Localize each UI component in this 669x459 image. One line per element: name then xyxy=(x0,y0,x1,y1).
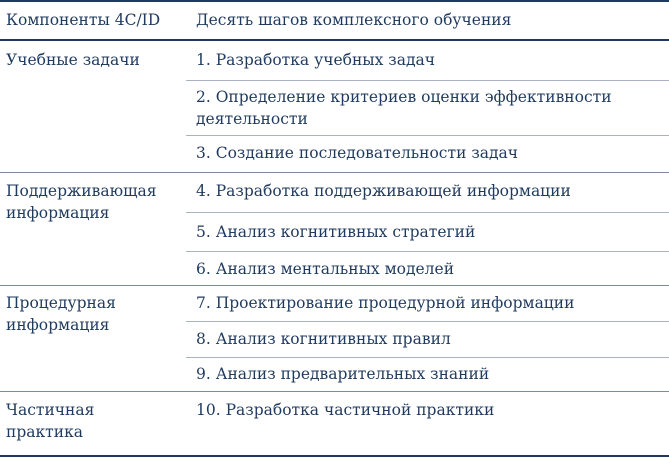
header-rule xyxy=(0,39,669,41)
step-2: 2. Определение критериев оценки эффективности деятельности xyxy=(196,88,612,128)
row-divider xyxy=(186,135,669,136)
component-supportive-info: Поддерживающая информация xyxy=(6,182,157,222)
group-divider xyxy=(0,172,669,173)
step-3: 3. Создание последовательности задач xyxy=(196,144,519,162)
step-10: 10. Разработка частичной практики xyxy=(196,401,495,419)
step-4: 4. Разработка поддерживающей информации xyxy=(196,182,571,200)
group-divider xyxy=(0,391,669,392)
row-divider xyxy=(186,251,669,252)
component-part-task-practice: Частичная практика xyxy=(6,401,95,441)
header-components: Компоненты 4C/ID xyxy=(6,11,161,29)
row-divider xyxy=(186,357,669,358)
bottom-rule xyxy=(0,455,669,457)
row-divider xyxy=(186,212,669,213)
row-divider xyxy=(186,321,669,322)
top-rule xyxy=(0,0,669,2)
step-6: 6. Анализ ментальных моделей xyxy=(196,260,455,278)
component-procedural-info: Процедурная информация xyxy=(6,294,116,334)
step-5: 5. Анализ когнитивных стратегий xyxy=(196,223,476,241)
step-9: 9. Анализ предварительных знаний xyxy=(196,365,490,383)
header-steps: Десять шагов комплексного обучения xyxy=(196,11,512,29)
group-divider xyxy=(0,285,669,286)
step-8: 8. Анализ когнитивных правил xyxy=(196,330,451,348)
step-1: 1. Разработка учебных задач xyxy=(196,51,436,69)
row-divider xyxy=(186,80,669,81)
component-learning-tasks: Учебные задачи xyxy=(6,51,140,69)
step-7: 7. Проектирование процедурной информации xyxy=(196,294,575,312)
